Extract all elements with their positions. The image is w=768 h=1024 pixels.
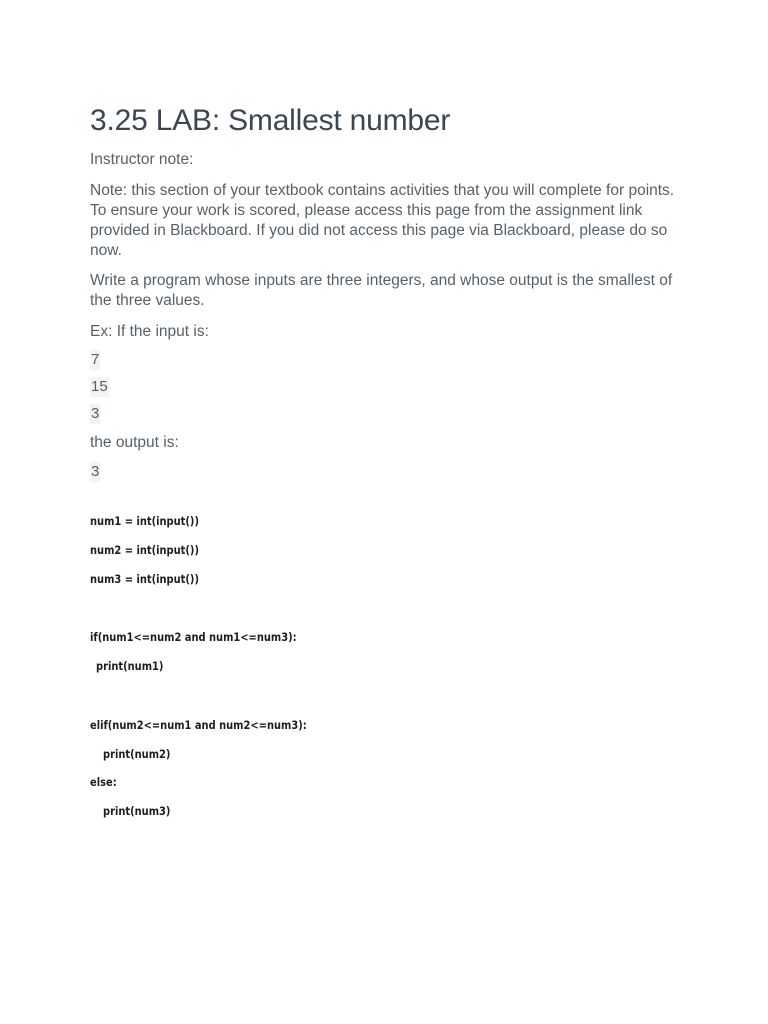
code-line-2: num2 = int(input()) — [90, 543, 199, 557]
code-line-6: elif(num2<=num1 and num2<=num3): — [90, 718, 307, 732]
page-title: 3.25 LAB: Smallest number — [90, 104, 451, 137]
code-line-1: num1 = int(input()) — [90, 514, 199, 528]
note-paragraph: Note: this section of your textbook contains activities that you will complete for points. To ensure your work is scored, please access this page from the assignment link provided in Blackboard. If you did not access this page via Blackboard, please do so now. — [90, 182, 675, 259]
instructor-note-label: Instructor note: — [90, 151, 194, 168]
sample-input-3: 3 — [91, 405, 100, 422]
code-line-5: print(num1) — [96, 659, 164, 673]
code-line-8: else: — [90, 775, 117, 789]
sample-input-1: 7 — [91, 351, 100, 368]
sample-output: 3 — [91, 463, 100, 480]
code-line-9: print(num3) — [103, 804, 171, 818]
code-line-7: print(num2) — [103, 747, 171, 761]
output-label: the output is: — [90, 434, 179, 451]
task-description: Write a program whose inputs are three integers, and whose output is the smallest of the three values. — [90, 272, 673, 309]
example-label: Ex: If the input is: — [90, 323, 209, 340]
code-line-3: num3 = int(input()) — [90, 572, 199, 586]
sample-input-2: 15 — [91, 378, 108, 395]
code-line-4: if(num1<=num2 and num1<=num3): — [90, 630, 297, 644]
